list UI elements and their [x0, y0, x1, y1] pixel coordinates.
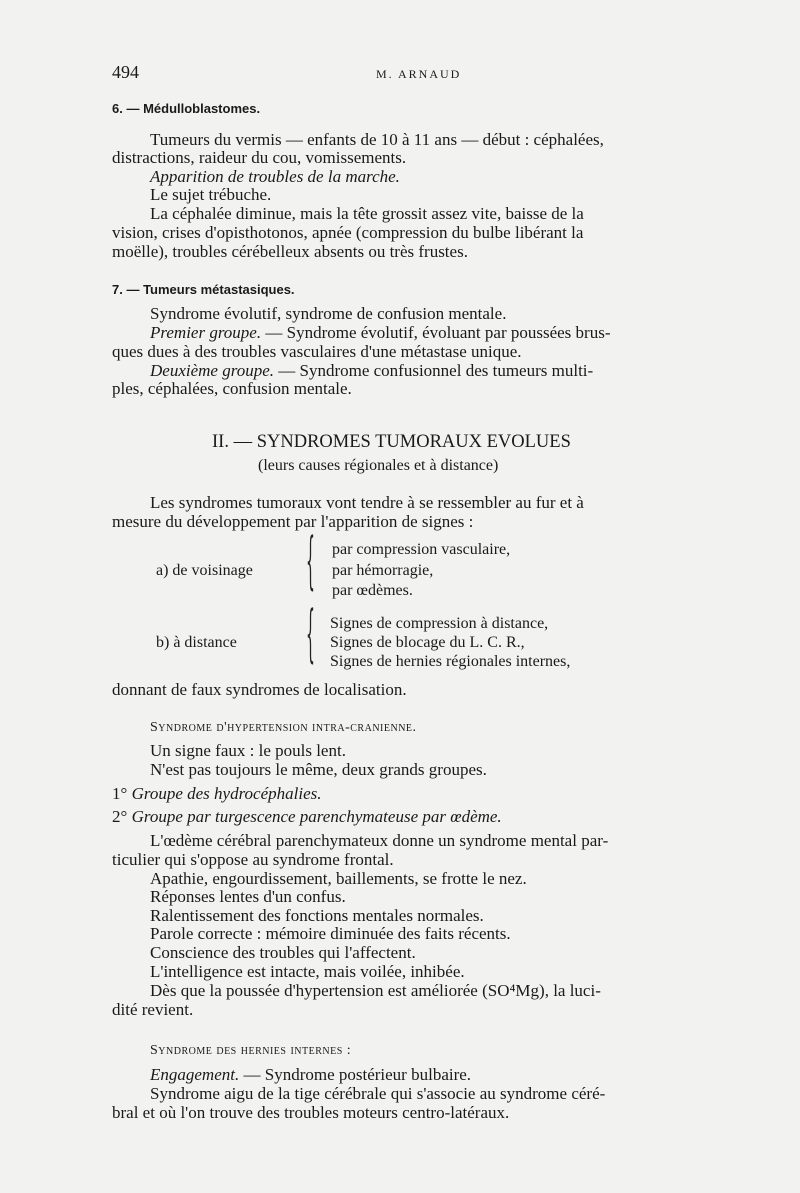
hernies-heading: Syndrome des hernies internes : [150, 1043, 352, 1058]
section-6-line-4: Le sujet trébuche. [150, 185, 272, 204]
hypertension-line-9: Ralentissement des fonctions mentales normales. [150, 906, 484, 925]
section-6-line-1: Tumeurs du vermis — enfants de 10 à 11 ans — début : céphalées, [150, 130, 604, 149]
chapter-title: II. — SYNDROMES TUMORAUX EVOLUES [212, 432, 571, 452]
hernies-line-2: Syndrome aigu de la tige cérébrale qui s'associe au syndrome céré- [150, 1084, 606, 1103]
section-7-line-5: ples, céphalées, confusion mentale. [112, 379, 352, 398]
group-a-item-2: par hémorragie, [332, 562, 434, 579]
hydrocephalies-group: Groupe des hydrocéphalies. [131, 784, 322, 803]
turgescence-group: Groupe par turgescence parenchymateuse par œdème. [131, 807, 502, 826]
hernies-line-3: bral et où l'on trouve des troubles moteurs centro-latéraux. [112, 1103, 510, 1122]
section-6-heading: 6. — Médulloblastomes. [112, 101, 261, 116]
hypertension-line-6: ticulier qui s'oppose au syndrome frontal. [112, 850, 394, 869]
deuxieme-groupe-label: Deuxième groupe. [150, 361, 274, 380]
group-a-item-1: par compression vasculaire, [332, 541, 511, 558]
engagement-text: — Syndrome postérieur bulbaire. [239, 1065, 472, 1084]
hypertension-line-7: Apathie, engourdissement, baillements, se frotte le nez. [150, 869, 527, 888]
hypertension-line-8: Réponses lentes d'un confus. [150, 887, 346, 906]
section-6-line-2: distractions, raideur du cou, vomissements. [112, 148, 407, 167]
engagement-label: Engagement. [150, 1065, 240, 1084]
after-groups-line: donnant de faux syndromes de localisation. [112, 680, 407, 699]
section-7-line-4 [150, 362, 593, 380]
group-b-item-1: Signes de compression à distance, [330, 615, 549, 632]
hypertension-line-5: L'œdème cérébral parenchymateux donne un syndrome mental par- [150, 831, 609, 850]
section-6-line-7: moëlle), troubles cérébelleux absents ou très frustes. [112, 242, 468, 261]
section-6-line-3: Apparition de troubles de la marche. [150, 167, 400, 186]
item-number-1: 1° [112, 784, 132, 803]
hernies-line-1 [150, 1066, 471, 1084]
hypertension-line-4 [112, 808, 502, 826]
premier-groupe-label: Premier groupe. [150, 323, 262, 342]
section-7-line-2 [150, 324, 611, 342]
hypertension-line-11: Conscience des troubles qui l'affectent. [150, 943, 416, 962]
group-b-item-3: Signes de hernies régionales internes, [330, 653, 571, 670]
group-a-item-3: par œdèmes. [332, 582, 413, 599]
chapter-subtitle: (leurs causes régionales et à distance) [258, 457, 499, 474]
running-title: M. ARNAUD [376, 67, 462, 81]
group-b-item-2: Signes de blocage du L. C. R., [330, 634, 525, 651]
page-number: 494 [112, 62, 139, 82]
hypertension-line-14: dité revient. [112, 1000, 194, 1019]
chapter-line-2: mesure du développement par l'apparition de signes : [112, 512, 474, 531]
group-b-label: b) à distance [156, 634, 237, 651]
hypertension-heading: Syndrome d'hypertension intra-cranienne. [150, 720, 417, 735]
section-6-line-5: La céphalée diminue, mais la tête grossit assez vite, baisse de la [150, 204, 584, 223]
section-7-heading: 7. — Tumeurs métastasiques. [112, 282, 295, 297]
section-7-line-3: ques dues à des troubles vasculaires d'une métastase unique. [112, 342, 522, 361]
section-7-line-1: Syndrome évolutif, syndrome de confusion mentale. [150, 304, 507, 323]
hypertension-line-1: Un signe faux : le pouls lent. [150, 741, 346, 760]
hypertension-line-12: L'intelligence est intacte, mais voilée, inhibée. [150, 962, 465, 981]
deuxieme-groupe-text: — Syndrome confusionnel des tumeurs multi- [274, 361, 594, 380]
premier-groupe-text: — Syndrome évolutif, évoluant par poussées brus- [261, 323, 611, 342]
item-number-2: 2° [112, 807, 132, 826]
hypertension-line-3 [112, 785, 322, 803]
hypertension-line-10: Parole correcte : mémoire diminuée des faits récents. [150, 924, 511, 943]
hypertension-line-13: Dès que la poussée d'hypertension est améliorée (SO⁴Mg), la luci- [150, 981, 601, 1000]
group-b-brace: { [306, 601, 315, 672]
group-a-brace: { [306, 528, 315, 599]
group-a-label: a) de voisinage [156, 562, 253, 579]
chapter-line-1: Les syndromes tumoraux vont tendre à se ressembler au fur et à [150, 493, 584, 512]
section-6-line-6: vision, crises d'opisthotonos, apnée (compression du bulbe libérant la [112, 223, 584, 242]
hypertension-line-2: N'est pas toujours le même, deux grands groupes. [150, 760, 487, 779]
